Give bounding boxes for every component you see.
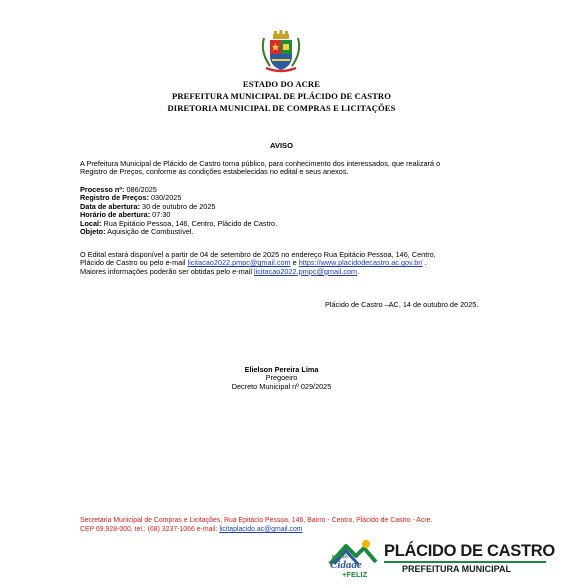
site-link[interactable]: https://www.placidodecastro.ac.gov.br/ xyxy=(298,258,423,268)
notice-fields xyxy=(80,186,500,236)
footer-line-1: Secretaria Municipal de Compras e Licitações, Rua Epitácio Pessoa, 146, Bairro - Centro, Plácido de Castro - Acre. xyxy=(80,517,433,524)
header-prefecture: PREFEITURA MUNICIPAL DE PLÁCIDO DE CASTRO xyxy=(171,91,392,101)
slogan-mid: Cidade xyxy=(330,559,362,571)
brand-divider xyxy=(384,561,546,563)
notice-title: AVISO xyxy=(269,141,294,150)
date-place: Plácido de Castro –AC, 14 de outubro de 2025. xyxy=(325,300,479,309)
coat-of-arms xyxy=(258,30,304,74)
field-local: Local: Rua Epitácio Pessoa, 146, Centro, Plácido de Castro. xyxy=(80,218,278,228)
edital-line-1: O Edital estará disponível a partir de 04 de setembro de 2025 no endereço Rua Epitácio Pessoa, 146, Centro, xyxy=(80,250,436,259)
field-data-abertura: Data de abertura: 30 de outubro de 2025 xyxy=(80,201,216,211)
header-state: ESTADO DO ACRE xyxy=(242,79,321,89)
slogan-bottom: +FELIZ xyxy=(342,570,368,579)
signature-block xyxy=(0,366,563,391)
footer-address xyxy=(80,516,500,534)
field-horario-abertura: Horário de abertura: 07:30 xyxy=(80,210,171,220)
intro-line-2: Registro de Preços, conforme as condições estabelecidas no edital e seus anexos. xyxy=(80,167,349,177)
signer-name: Elielson Pereira Lima xyxy=(244,365,319,374)
field-registro: Registro de Preços: 030/2025 xyxy=(80,193,182,203)
footer-email-link[interactable]: licitaplacido.ac@gmail.com xyxy=(219,526,303,533)
header-directorate: DIRETORIA MUNICIPAL DE COMPRAS E LICITAÇÕES xyxy=(167,103,396,113)
notice-intro xyxy=(80,160,500,177)
intro-line-1: A Prefeitura Municipal de Plácido de Castro torna público, para conhecimento dos interessados, que realizará o xyxy=(80,159,441,168)
brand-name: PLÁCIDO DE CASTRO xyxy=(384,542,555,560)
field-processo: Processo nº: 086/2025 xyxy=(80,185,157,194)
signer-role: Pregoeiro xyxy=(265,373,298,383)
edital-paragraph xyxy=(80,251,500,276)
info-line: Maiores informações poderão ser obtidas pelo e-mail licitacao2022.pmpc@gmail.com. xyxy=(80,266,360,276)
field-objeto: Objeto: Aquisição de Combustível. xyxy=(80,227,194,237)
edital-email-link[interactable]: licitacao2022.pmpc@gmail.com xyxy=(187,258,291,268)
edital-line-2: Plácido de Castro ou pelo e-mail licitacao2022.pmpc@gmail.com e https://www.placidodecastro.ac.gov.br/ . xyxy=(80,258,427,268)
info-email-link[interactable]: licitacao2022.pmpc@gmail.com xyxy=(254,266,358,276)
footer-line-2: CEP 69.928-000, tel.: (68) 3237-1066 e-mail: licitaplacido.ac@gmail.com xyxy=(80,526,303,533)
slogan-top: NOSSA xyxy=(332,554,349,559)
brand-sub: PREFEITURA MUNICIPAL xyxy=(402,564,511,574)
signer-decree: Decreto Municipal nº 029/2025 xyxy=(231,381,332,391)
brand-logo xyxy=(326,534,556,580)
